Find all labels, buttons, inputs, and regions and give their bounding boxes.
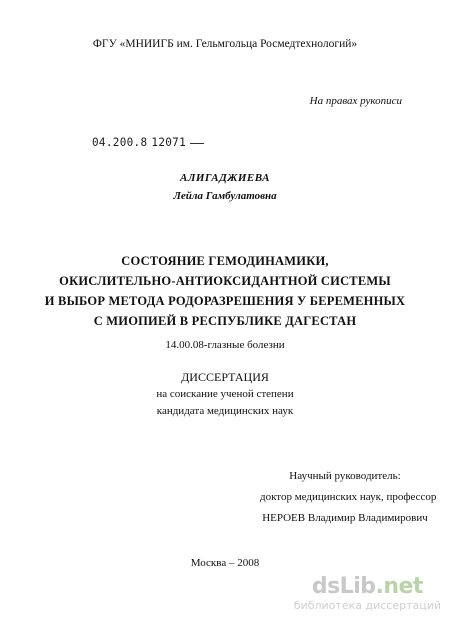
specialty-code: 14.00.08-глазные болезни <box>165 339 285 351</box>
watermark-subtitle: библиотека диссертаций <box>293 599 441 612</box>
dissertation-degree: кандидата медицинских наук <box>156 405 294 417</box>
stamp-number-left: 04.200.8 <box>92 135 148 150</box>
stamp-number-right: 12071 <box>151 135 187 150</box>
manuscript-rights-note: На правах рукописи <box>309 95 402 107</box>
thesis-title <box>0 251 450 331</box>
thesis-title-line: И ВЫБОР МЕТОДА РОДОРАЗРЕШЕНИЯ У БЕРЕМЕННЫХ <box>44 294 406 308</box>
logo-main: Lib <box>339 574 376 599</box>
dissertation-info <box>0 369 450 420</box>
thesis-title-line: С МИОПИЕЙ В РЕСПУБЛИКЕ ДАГЕСТАН <box>93 314 357 328</box>
supervisor-name: НЕРОЕВ Владимир Владимирович <box>262 512 428 524</box>
dissertation-type: ДИССЕРТАЦИЯ <box>181 370 269 384</box>
dslib-logo <box>294 575 441 599</box>
supervisor-label: Научный руководитель: <box>289 470 401 482</box>
author-given-names: Лейла Гамбулатовна <box>173 190 277 202</box>
city-year: Москва – 2008 <box>190 557 260 569</box>
dslib-watermark <box>294 575 441 612</box>
registration-stamp <box>92 136 204 149</box>
institution-name: ФГУ «МНИИГБ им. Гельмгольца Росмедтехнологий» <box>92 38 358 50</box>
supervisor-title: доктор медицинских наук, профессор <box>260 491 437 503</box>
author-surname: АЛИГАДЖИЕВА <box>179 172 270 184</box>
logo-prefix: ds <box>311 574 340 599</box>
thesis-title-line: ОКИСЛИТЕЛЬНО-АНТИОКСИДАНТНОЙ СИСТЕМЫ <box>59 274 391 288</box>
stamp-dash <box>190 143 204 144</box>
dissertation-purpose: на соискание ученой степени <box>156 388 294 400</box>
logo-suffix: .net <box>375 574 423 599</box>
supervisor-block <box>260 466 437 529</box>
thesis-title-line: СОСТОЯНИЕ ГЕМОДИНАМИКИ, <box>121 254 329 268</box>
